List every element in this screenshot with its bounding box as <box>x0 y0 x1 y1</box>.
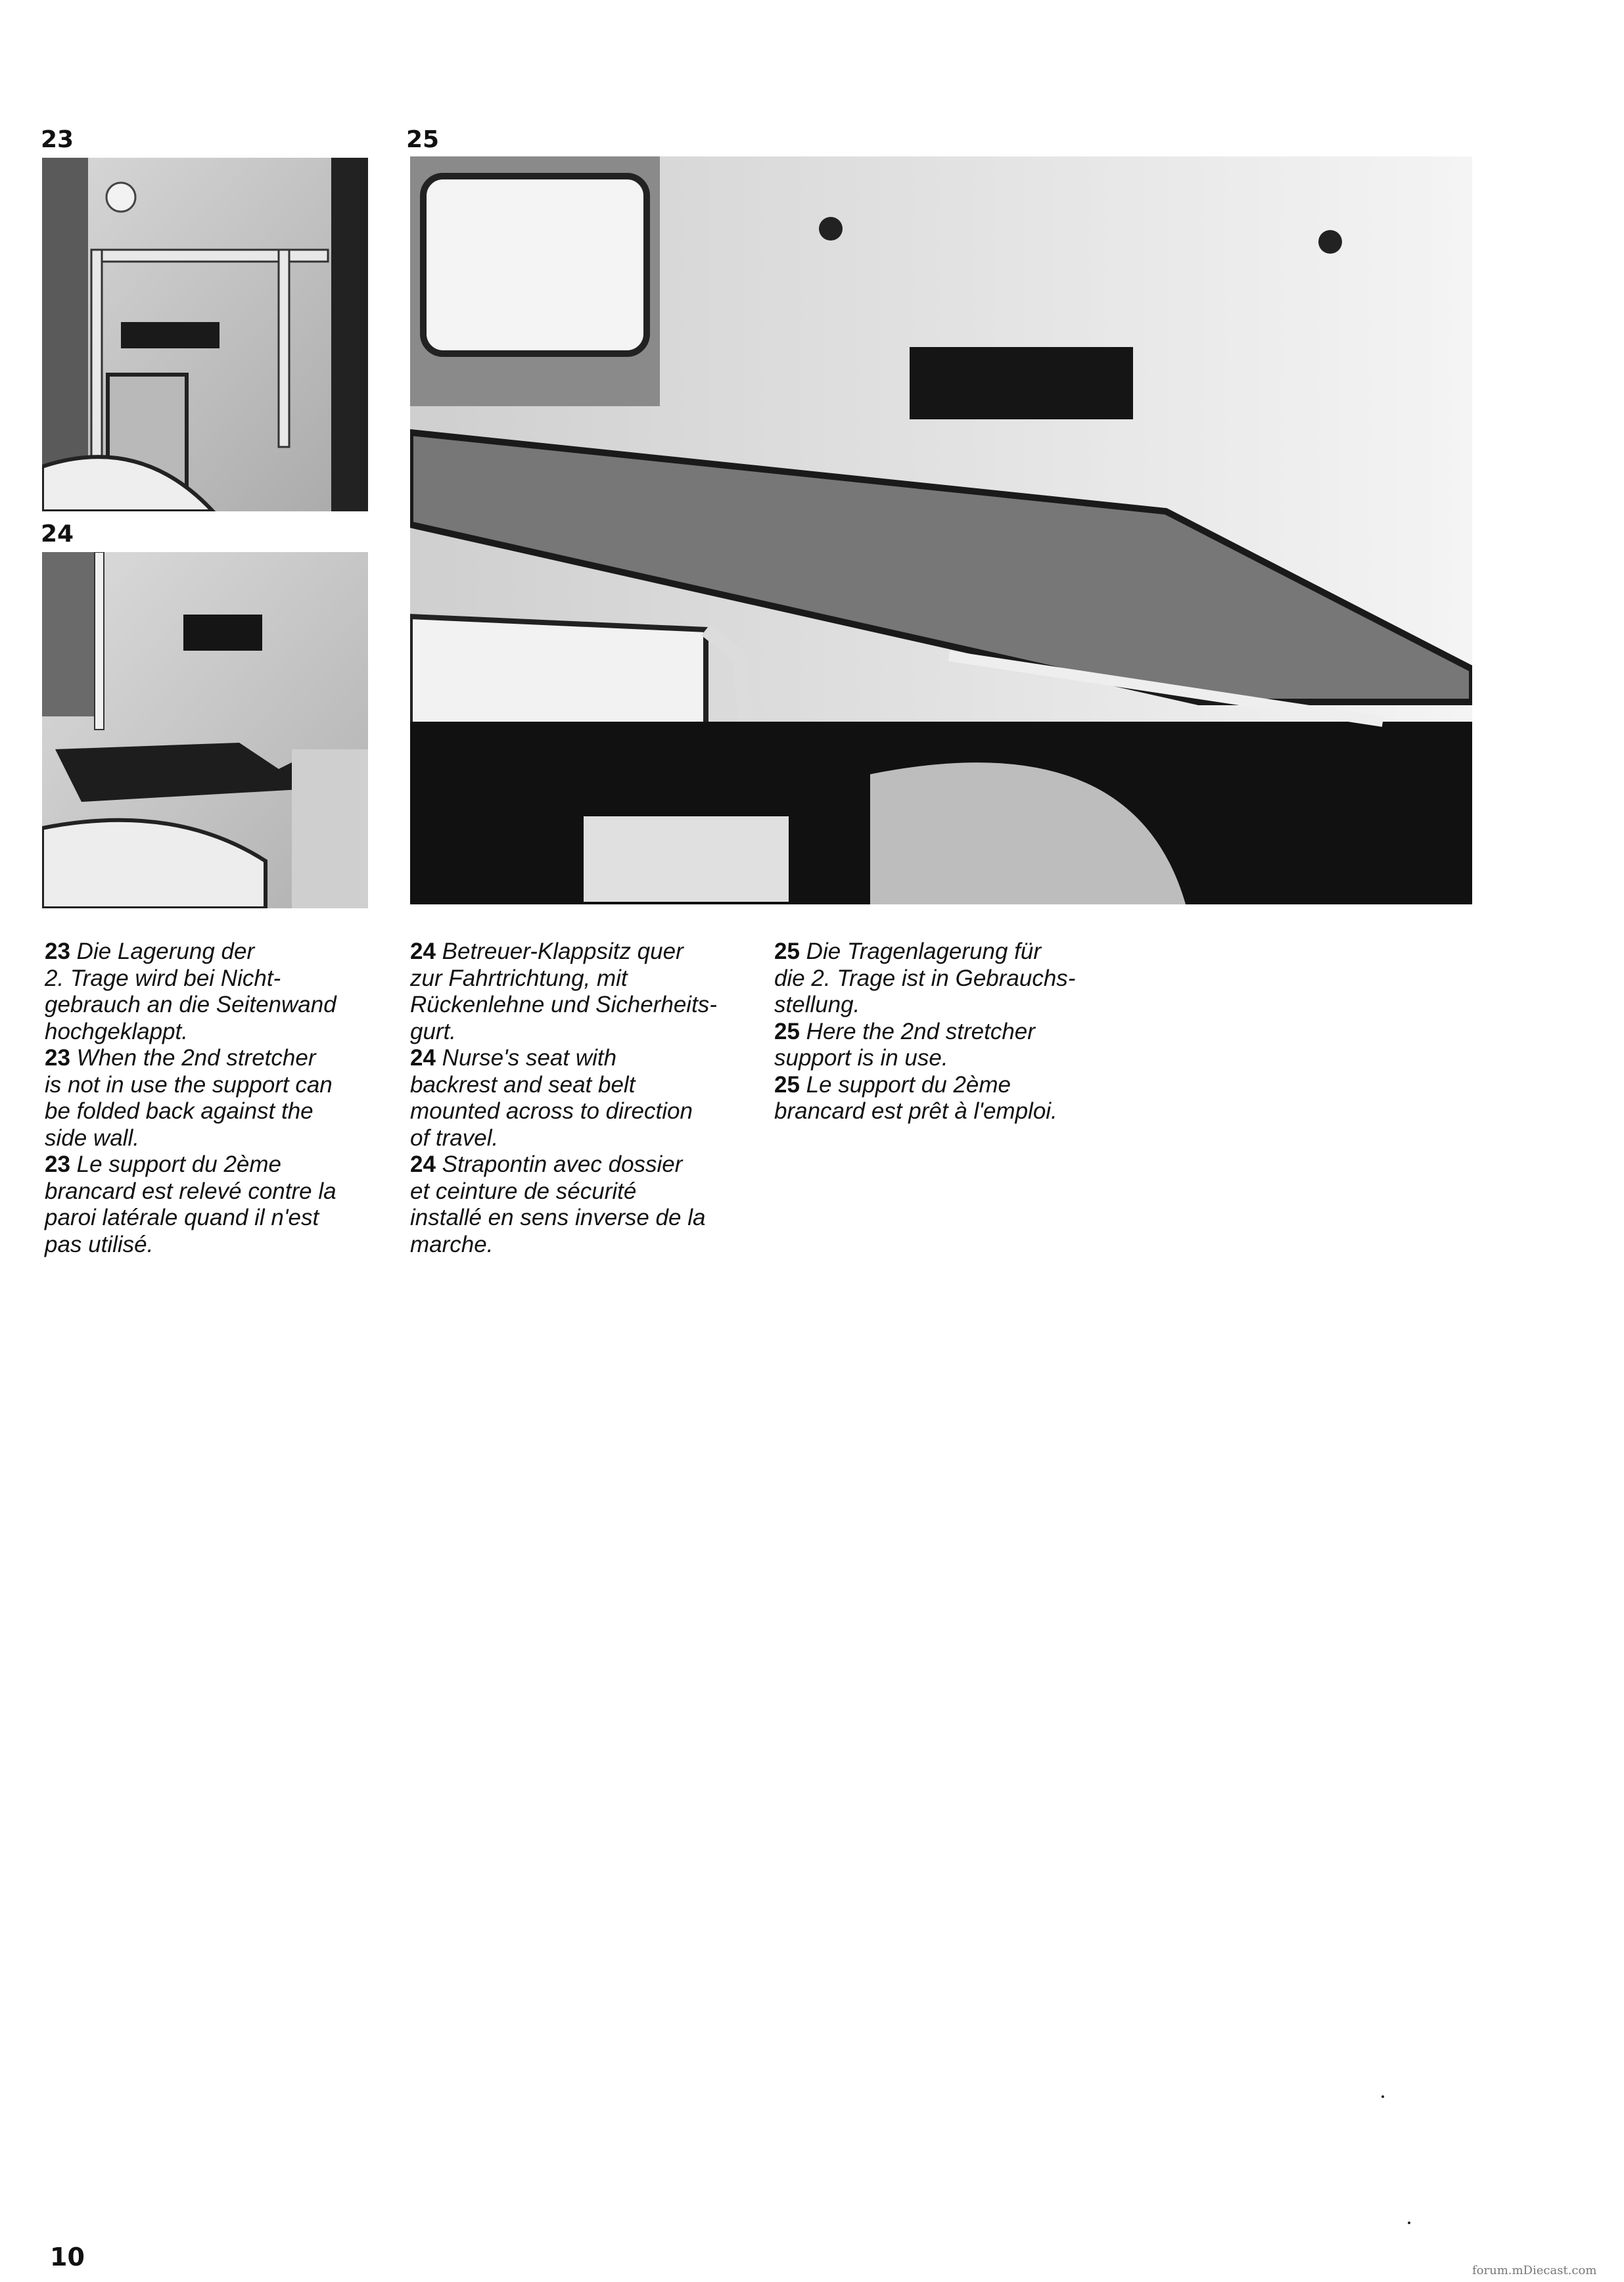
caption-column-23 <box>45 939 386 1258</box>
photo-23 <box>42 158 368 511</box>
caption-23-fr <box>45 1152 386 1258</box>
watermark-text: forum.mDiecast.com <box>1472 2264 1597 2277</box>
caption-text: Die Tragenlagerung für die 2. Trage ist in Gebrauchs- stellung. <box>774 939 1076 1017</box>
caption-text: Die Lagerung der 2. Trage wird bei Nicht- gebrauch an die Seitenwand hochgeklappt. <box>45 939 336 1044</box>
scan-speck <box>1381 2095 1384 2098</box>
figure-25-number: 25 <box>406 126 440 153</box>
caption-number: 24 <box>410 1045 436 1071</box>
caption-text: Strapontin avec dossier et ceinture de sécurité installé en sens inverse de la marche. <box>410 1152 706 1257</box>
figure-24-number: 24 <box>41 521 74 547</box>
page-number: 10 <box>50 2243 85 2271</box>
caption-25-de <box>774 939 1129 1019</box>
photo-25 <box>410 156 1472 904</box>
caption-25-fr <box>774 1072 1129 1125</box>
caption-text: Nurse's seat with backrest and seat belt mounted across to direction of travel. <box>410 1045 693 1151</box>
caption-number: 25 <box>774 939 800 964</box>
caption-column-25 <box>774 939 1129 1125</box>
caption-number: 24 <box>410 1152 436 1177</box>
caption-number: 23 <box>45 939 70 964</box>
caption-text: Here the 2nd stretcher support is in use. <box>774 1018 1035 1071</box>
caption-number: 25 <box>774 1071 800 1098</box>
figure-23-number: 23 <box>41 126 74 153</box>
caption-number: 24 <box>410 939 436 964</box>
caption-text: When the 2nd stretcher is not in use the support can be folded back against the side wall. <box>45 1045 333 1151</box>
scan-speck <box>1408 2222 1410 2224</box>
photo-24 <box>42 552 368 908</box>
caption-24-en <box>410 1045 765 1152</box>
caption-text: Betreuer-Klappsitz quer zur Fahrtrichtung, mit Rückenlehne und Sicherheits- gurt. <box>410 939 717 1044</box>
caption-text: Le support du 2ème brancard est relevé contre la paroi latérale quand il n'est pas utilisé. <box>45 1152 336 1257</box>
caption-number: 23 <box>45 1045 70 1071</box>
caption-23-de <box>45 939 386 1045</box>
caption-24-fr <box>410 1152 765 1258</box>
caption-23-en <box>45 1045 386 1152</box>
caption-text: Le support du 2ème brancard est prêt à l'emploi. <box>774 1071 1057 1124</box>
caption-column-24 <box>410 939 765 1258</box>
caption-number: 23 <box>45 1152 70 1177</box>
caption-number: 25 <box>774 1018 800 1044</box>
caption-25-en <box>774 1019 1129 1072</box>
caption-24-de <box>410 939 765 1045</box>
